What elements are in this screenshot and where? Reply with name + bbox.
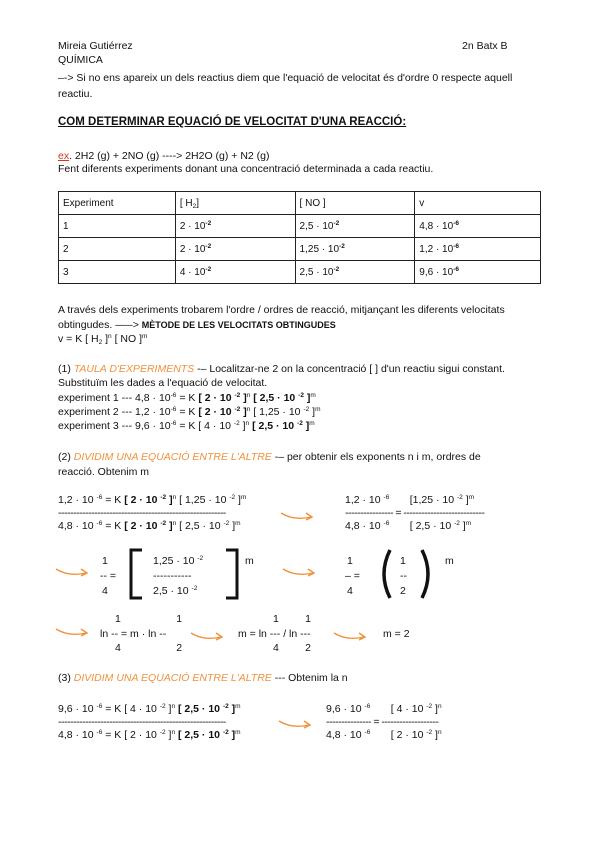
experiments-table [58,191,541,284]
orange-arrow-icon [55,626,89,638]
section-title: COM DETERMINAR EQUACIÓ DE VELOCITAT D'UNA REACCIÓ: [58,116,407,128]
experiment-3-eq: experiment 3 --- $9,6 \cdot 10^{-6} = K$ [ 4 · 10 $^{-2}$ ]$^n$ [ 2,5 · 10 $^{-2}$ ]$^m$ [58,420,315,432]
subject: QUÍMICA [58,54,103,66]
fraction3-right-line: --------------- = ------------------- [326,716,439,728]
step1-heading: (1) TAULA D'EXPERIMENTS -– Localitzar-ne 2 on la concentració [ ] d'un reactiu sigui constant. [58,363,505,375]
fraction-numerator: 1,2 · 10 $^{-6}$ = K [ 2 · 10 $^{-2}$ ]$^n$ [ 1,25 · 10 $^{-2}$ ]$^m$ [58,494,247,506]
orange-arrow-icon [282,566,316,578]
class-label: 2n Batx B [462,40,508,52]
fraction3-right-den: 4,8 · 10 $^{-6}$ [ 2 · 10 $^{-2}$ ]$^n$ [326,729,442,741]
fraction-right-line: ---------------- = --------------------------- [345,507,485,519]
intro-line-2: reactiu. [58,88,93,100]
left-paren-icon [376,548,394,600]
left-bracket-icon [126,548,146,600]
example-description: Fent diferents experiments donant una concentració determinada a cada reactiu. [58,163,434,175]
fraction-right-den: 4,8 · 10 $^{-6}$ [ 2,5 · 10 $^{-2}$ ]$^m$ [345,520,472,532]
fraction3-line: -------------------------------------------------------- [58,716,226,728]
orange-arrow-icon [278,718,312,730]
step3-heading: (3) DIVIDIM UNA EQUACIÓ ENTRE L'ALTRE --- Obtenim la n [58,672,348,684]
rate-equation: v = K [ $H_2$ ]$^n$ [ NO ]$^m$ [58,333,148,346]
table-header-row [59,192,541,215]
orange-arrow-icon [55,566,89,578]
orange-arrow-icon [333,630,367,642]
fraction3-right-num: 9,6 · 10 $^{-6}$ [ 4 · 10 $^{-2}$ ]$^n$ [326,703,442,715]
right-bracket-icon [222,548,242,600]
experiment-1-eq: experiment 1 --- $4,8 \cdot 10^{-6} = K$ [ 2 · 10 $^{-2}$ ]$^n$ [ 2,5 · 10 $^{-2}$ ]$^m$ [58,392,316,404]
author-name: Mireia Gutiérrez [58,40,133,52]
fraction-right-num: 1,2 · 10 $^{-6}$ [1,25 · 10 $^{-2}$ ]$^m$ [345,494,475,506]
table-row: 3 $4 \cdot 10^{-2}$ $2,5 \cdot 10^{-2}$ $9,6 \cdot 10^{-6}$ [59,261,541,284]
fraction3-denominator: 4,8 · 10 $^{-6}$ = K [ 2 · 10 $^{-2}$ ]$^n$ [ 2,5 · 10 $^{-2}$ ]$^m$ [58,729,241,741]
method-line-1: A través dels experiments trobarem l'ordre / ordres de reacció, mitjançant les diferents velocitats [58,304,505,316]
header-cell: Experiment [59,192,176,215]
experiment-2-eq: experiment 2 --- $1,2 \cdot 10^{-6} = K$ [ 2 · 10 $^{-2}$ ]$^n$ [ 1,25 · 10 $^{-2}$ ]$^m$ [58,406,321,418]
intro-line-1: –-> Si no ens apareix un dels reactius diem que l'equació de velocitat és d'ordre 0 respecte aquell [58,72,513,84]
header-cell: v [415,192,541,215]
example-reaction: ex. 2H2 (g) + 2NO (g) ----> 2H2O (g) + N2 (g) [58,150,270,162]
orange-arrow-icon [280,510,314,522]
fraction-denominator: 4,8 · 10 $^{-6}$ = K [ 2 · 10 $^{-2}$ ]$^n$ [ 2,5 · 10 $^{-2}$ ]$^m$ [58,520,241,532]
example-label: ex [58,150,70,162]
m-result: m = 2 [383,628,410,640]
fraction-line: -------------------------------------------------------- [58,507,226,519]
fraction3-numerator: 9,6 · 10 $^{-6}$ = K [ 4 · 10 $^{-2}$ ]$^n$ [ 2,5 · 10 $^{-2}$ ]$^m$ [58,703,241,715]
method-line-2: obtingudes. –––> MÈTODE DE LES VELOCITATS OBTINGUDES [58,319,336,331]
right-paren-icon [418,548,436,600]
header-cell: [ NO ] [295,192,415,215]
table-row: 2 $2 \cdot 10^{-2}$ $1,25 \cdot 10^{-2}$ $1,2 \cdot 10^{-6}$ [59,238,541,261]
step1-line2: Substituïm les dades a l'equació de velocitat. [58,377,268,389]
table-row: 1 $2 \cdot 10^{-2}$ $2,5 \cdot 10^{-2}$ $4,8 \cdot 10^{-6}$ [59,215,541,238]
header-cell: [ $H_2$] [175,192,295,215]
step2-heading: (2) DIVIDIM UNA EQUACIÓ ENTRE L'ALTRE -– per obtenir els exponents n i m, ordres de [58,451,481,463]
step2-line2: reacció. Obtenim m [58,466,150,478]
orange-arrow-icon [190,630,224,642]
